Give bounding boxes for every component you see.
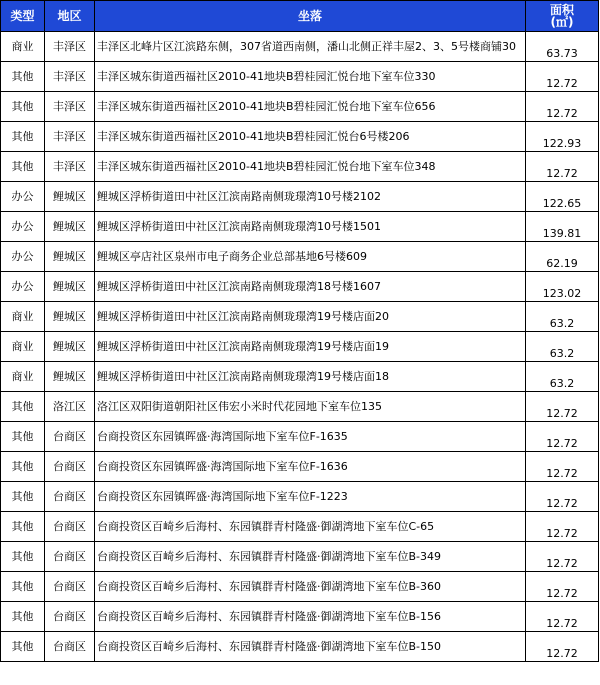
cell-type: 办公: [1, 272, 45, 302]
cell-location: 台商投资区东园镇晖盛·海湾国际地下室车位F-1223: [95, 482, 526, 512]
table-row: [1, 152, 599, 182]
table-row: [1, 62, 599, 92]
table-row: [1, 302, 599, 332]
header-type: 类型: [1, 1, 45, 32]
cell-location: 台商投资区百崎乡后海村、东园镇群青村隆盛·御湖湾地下室车位C-65: [95, 512, 526, 542]
cell-area: 12.72: [526, 422, 599, 452]
cell-area: 63.2: [526, 362, 599, 392]
table-row: [1, 512, 599, 542]
cell-location: 台商投资区百崎乡后海村、东园镇群青村隆盛·御湖湾地下室车位B-156: [95, 602, 526, 632]
cell-area: 63.2: [526, 302, 599, 332]
cell-district: 鲤城区: [45, 212, 95, 242]
cell-type: 其他: [1, 482, 45, 512]
cell-location: 台商投资区百崎乡后海村、东园镇群青村隆盛·御湖湾地下室车位B-360: [95, 572, 526, 602]
header-row: [1, 1, 599, 32]
cell-location: 台商投资区东园镇晖盛·海湾国际地下室车位F-1636: [95, 452, 526, 482]
cell-location: 丰泽区城东街道西福社区2010-41地块B碧桂园汇悦台6号楼206: [95, 122, 526, 152]
cell-type: 其他: [1, 92, 45, 122]
cell-type: 其他: [1, 632, 45, 662]
cell-area: 12.72: [526, 482, 599, 512]
table-row: [1, 632, 599, 662]
cell-type: 其他: [1, 422, 45, 452]
cell-type: 商业: [1, 332, 45, 362]
cell-location: 台商投资区百崎乡后海村、东园镇群青村隆盛·御湖湾地下室车位B-349: [95, 542, 526, 572]
cell-district: 台商区: [45, 452, 95, 482]
table-row: [1, 572, 599, 602]
cell-area: 12.72: [526, 392, 599, 422]
table-row: [1, 32, 599, 62]
cell-type: 其他: [1, 392, 45, 422]
cell-district: 鲤城区: [45, 242, 95, 272]
table-body: [1, 32, 599, 662]
cell-location: 鲤城区浮桥街道田中社区江滨南路南侧珑璟湾19号楼店面20: [95, 302, 526, 332]
cell-area: 63.73: [526, 32, 599, 62]
cell-location: 台商投资区百崎乡后海村、东园镇群青村隆盛·御湖湾地下室车位B-150: [95, 632, 526, 662]
table-row: [1, 242, 599, 272]
cell-area: 12.72: [526, 152, 599, 182]
cell-type: 其他: [1, 122, 45, 152]
cell-area: 122.65: [526, 182, 599, 212]
cell-district: 丰泽区: [45, 122, 95, 152]
cell-district: 台商区: [45, 602, 95, 632]
table-row: [1, 122, 599, 152]
cell-area: 122.93: [526, 122, 599, 152]
table-row: [1, 422, 599, 452]
cell-location: 鲤城区浮桥街道田中社区江滨南路南侧珑璟湾10号楼1501: [95, 212, 526, 242]
cell-area: 62.19: [526, 242, 599, 272]
table-row: [1, 452, 599, 482]
header-district: 地区: [45, 1, 95, 32]
cell-type: 办公: [1, 182, 45, 212]
cell-district: 洛江区: [45, 392, 95, 422]
cell-district: 鲤城区: [45, 302, 95, 332]
cell-type: 办公: [1, 212, 45, 242]
cell-type: 办公: [1, 242, 45, 272]
cell-district: 丰泽区: [45, 32, 95, 62]
cell-district: 丰泽区: [45, 152, 95, 182]
header-area-label: 面积: [549, 3, 574, 17]
cell-type: 其他: [1, 152, 45, 182]
cell-type: 商业: [1, 32, 45, 62]
cell-area: 12.72: [526, 512, 599, 542]
cell-district: 鲤城区: [45, 362, 95, 392]
cell-location: 丰泽区城东街道西福社区2010-41地块B碧桂园汇悦台地下室车位348: [95, 152, 526, 182]
cell-location: 台商投资区东园镇晖盛·海湾国际地下室车位F-1635: [95, 422, 526, 452]
cell-area: 12.72: [526, 92, 599, 122]
cell-area: 139.81: [526, 212, 599, 242]
cell-type: 其他: [1, 62, 45, 92]
cell-location: 洛江区双阳街道朝阳社区伟宏小米时代花园地下室车位135: [95, 392, 526, 422]
cell-district: 鲤城区: [45, 182, 95, 212]
cell-district: 台商区: [45, 422, 95, 452]
cell-location: 鲤城区浮桥街道田中社区江滨南路南侧珑璟湾19号楼店面18: [95, 362, 526, 392]
cell-location: 鲤城区浮桥街道田中社区江滨南路南侧珑璟湾10号楼2102: [95, 182, 526, 212]
cell-district: 鲤城区: [45, 332, 95, 362]
table-row: [1, 332, 599, 362]
cell-district: 台商区: [45, 632, 95, 662]
cell-location: 丰泽区城东街道西福社区2010-41地块B碧桂园汇悦台地下室车位656: [95, 92, 526, 122]
cell-location: 鲤城区亭店社区泉州市电子商务企业总部基地6号楼609: [95, 242, 526, 272]
header-location: 坐落: [95, 1, 526, 32]
cell-location: 鲤城区浮桥街道田中社区江滨南路南侧珑璟湾19号楼店面19: [95, 332, 526, 362]
table-row: [1, 392, 599, 422]
table-row: [1, 212, 599, 242]
cell-district: 鲤城区: [45, 272, 95, 302]
cell-area: 12.72: [526, 542, 599, 572]
cell-area: 123.02: [526, 272, 599, 302]
cell-area: 12.72: [526, 62, 599, 92]
cell-district: 台商区: [45, 572, 95, 602]
cell-district: 丰泽区: [45, 62, 95, 92]
cell-type: 其他: [1, 542, 45, 572]
table-row: [1, 602, 599, 632]
table-row: [1, 182, 599, 212]
cell-location: 丰泽区北峰片区江滨路东侧，307省道西南侧，潘山北侧正祥丰屋2、3、5号楼商铺30: [95, 32, 526, 62]
cell-type: 其他: [1, 452, 45, 482]
cell-type: 其他: [1, 602, 45, 632]
table-row: [1, 542, 599, 572]
cell-location: 鲤城区浮桥街道田中社区江滨南路南侧珑璟湾18号楼1607: [95, 272, 526, 302]
cell-area: 12.72: [526, 632, 599, 662]
cell-district: 台商区: [45, 512, 95, 542]
cell-type: 商业: [1, 302, 45, 332]
cell-type: 商业: [1, 362, 45, 392]
cell-district: 台商区: [45, 482, 95, 512]
cell-type: 其他: [1, 572, 45, 602]
cell-location: 丰泽区城东街道西福社区2010-41地块B碧桂园汇悦台地下室车位330: [95, 62, 526, 92]
table-row: [1, 92, 599, 122]
cell-area: 12.72: [526, 452, 599, 482]
table-row: [1, 482, 599, 512]
cell-district: 台商区: [45, 542, 95, 572]
table-row: [1, 272, 599, 302]
cell-district: 丰泽区: [45, 92, 95, 122]
header-area: [526, 1, 599, 32]
cell-area: 12.72: [526, 572, 599, 602]
header-area-unit: (㎡): [550, 15, 574, 29]
cell-type: 其他: [1, 512, 45, 542]
cell-area: 12.72: [526, 602, 599, 632]
cell-area: 63.2: [526, 332, 599, 362]
table-row: [1, 362, 599, 392]
